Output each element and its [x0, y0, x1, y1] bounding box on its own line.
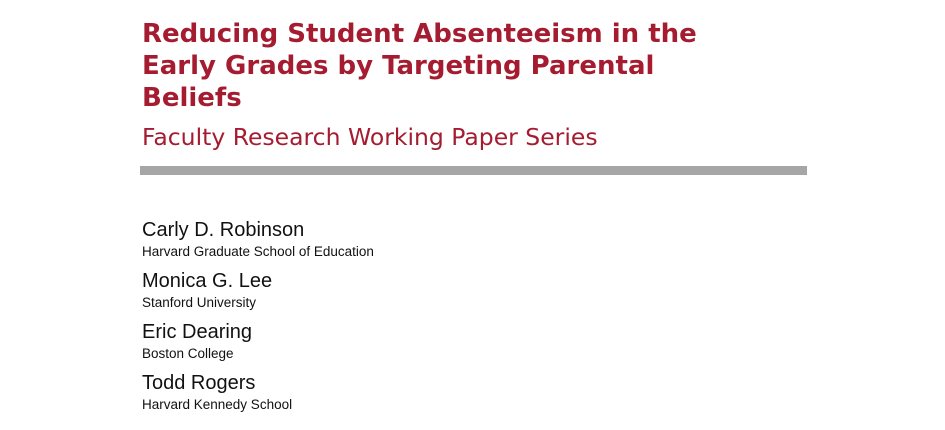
- author-name: Carly D. Robinson: [142, 219, 305, 241]
- paper-title-line: Beliefs: [142, 83, 242, 113]
- series-subtitle: Faculty Research Working Paper Series: [142, 123, 598, 151]
- author-affiliation: Stanford University: [142, 295, 257, 310]
- author-name: Todd Rogers: [142, 372, 256, 394]
- paper-title-line: Early Grades by Targeting Parental: [142, 51, 655, 81]
- paper-title: [142, 18, 822, 114]
- author-name: Monica G. Lee: [142, 270, 273, 292]
- author-entry: [142, 268, 374, 319]
- paper-title-line: Reducing Student Absenteeism in the: [142, 19, 697, 49]
- author-entry: [142, 217, 374, 268]
- author-affiliation: Harvard Graduate School of Education: [142, 244, 374, 259]
- author-affiliation: Harvard Kennedy School: [142, 397, 293, 412]
- author-list: [142, 217, 374, 421]
- author-affiliation: Boston College: [142, 346, 234, 361]
- author-entry: [142, 319, 374, 370]
- author-name: Eric Dearing: [142, 321, 253, 343]
- author-entry: [142, 370, 374, 421]
- title-divider-rule: [140, 166, 807, 175]
